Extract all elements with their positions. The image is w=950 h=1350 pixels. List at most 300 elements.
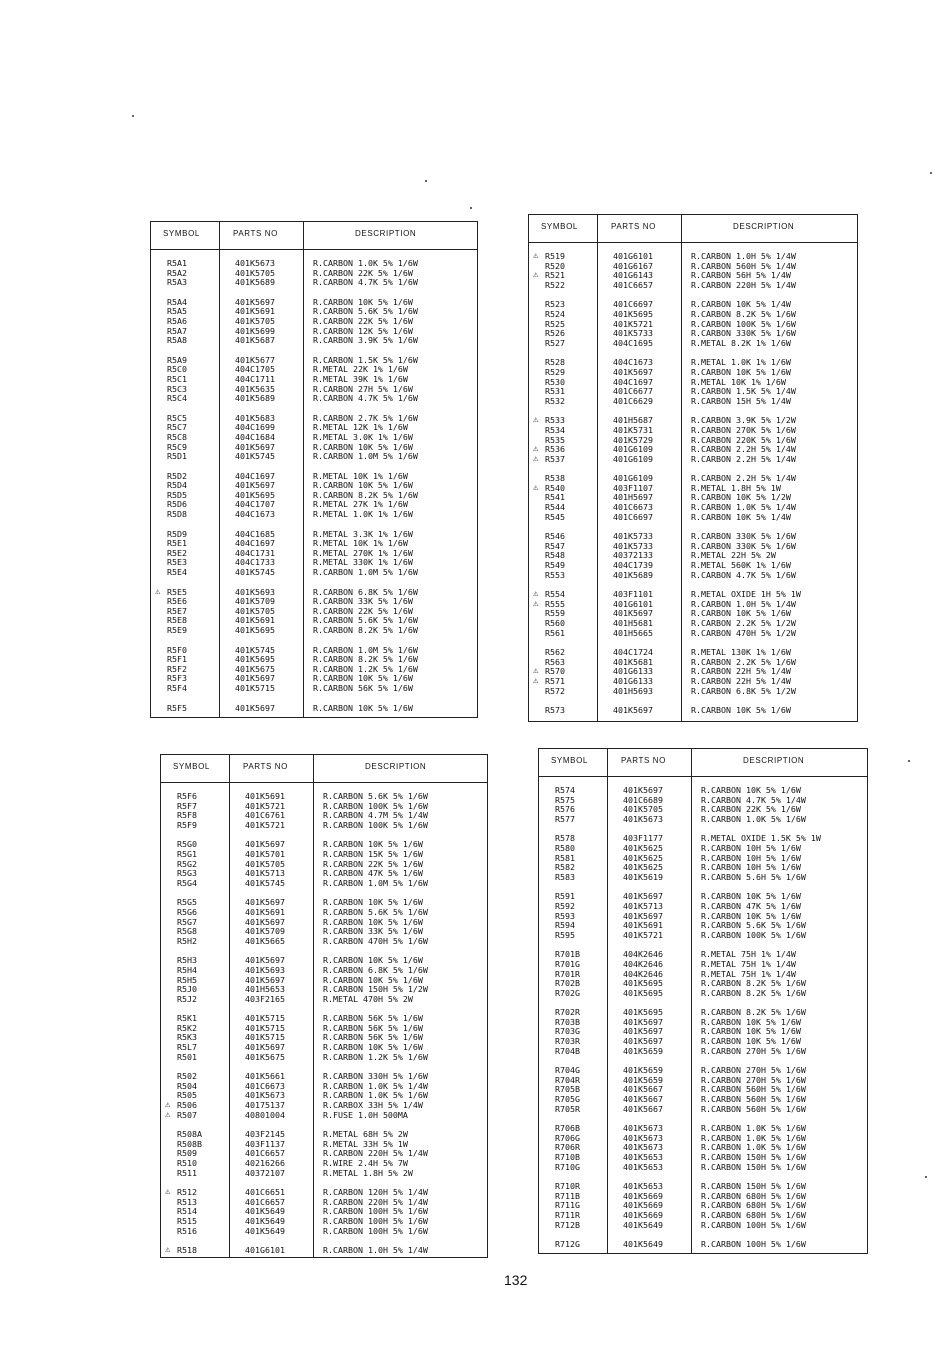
description-cell: R.METAL OXIDE 1.5K 5% 1W bbox=[701, 833, 821, 844]
part-number-cell: 401K5673 bbox=[623, 813, 663, 824]
description-cell: R.CARBON 560H 5% 1/4W bbox=[691, 260, 796, 271]
part-number-cell: 40216266 bbox=[245, 1158, 285, 1168]
symbol-cell: R515 bbox=[177, 1215, 197, 1226]
part-number-cell: 401K5675 bbox=[235, 663, 275, 674]
table-row bbox=[151, 452, 477, 462]
part-number-cell: 401K5673 bbox=[623, 1132, 663, 1143]
symbol-cell: R523 bbox=[545, 299, 565, 310]
symbol-cell: R5C7 bbox=[167, 422, 187, 433]
symbol-cell: R525 bbox=[545, 318, 565, 329]
symbol-cell: R5F7 bbox=[177, 800, 197, 811]
table-body bbox=[529, 252, 857, 726]
symbol-cell: R702G bbox=[555, 987, 580, 998]
description-cell: R.CARBON 2.2H 5% 1/4W bbox=[691, 444, 796, 455]
part-number-cell: 404K2646 bbox=[623, 968, 663, 979]
description-cell: R.CARBON 2.2K 5% 1/2W bbox=[691, 618, 796, 628]
description-cell: R.CARBON 150H 5% 1/6W bbox=[701, 1152, 806, 1162]
part-number-cell: 401C6629 bbox=[613, 395, 653, 406]
part-number-cell: 401H5653 bbox=[245, 984, 285, 995]
part-number-cell: 401G6109 bbox=[613, 444, 653, 455]
part-number-cell: 401K5715 bbox=[245, 1032, 285, 1043]
part-number-cell: 401K5695 bbox=[235, 489, 275, 500]
safety-warning-icon: ⚠ bbox=[533, 482, 539, 493]
row-group bbox=[151, 646, 477, 694]
description-cell: R.CARBON 10K 5% 1/6W bbox=[701, 1026, 801, 1037]
description-cell: R.CARBON 10K 5% 1/6W bbox=[323, 839, 423, 850]
description-cell: R.CARBON 1.0H 5% 1/4W bbox=[691, 251, 796, 261]
row-group bbox=[161, 792, 487, 830]
symbol-cell: R711R bbox=[555, 1209, 580, 1220]
part-number-cell: 401K5697 bbox=[245, 916, 285, 927]
part-number-cell: 404K2646 bbox=[623, 949, 663, 960]
description-cell: R.METAL 39K 1% 1/6W bbox=[313, 373, 408, 384]
part-number-cell: 401G6101 bbox=[613, 598, 653, 609]
description-cell: R.CARBON 6.8K 5% 1/6W bbox=[313, 586, 418, 597]
row-group bbox=[161, 1014, 487, 1062]
part-number-cell: 401K5691 bbox=[245, 791, 285, 801]
symbol-cell: R5A5 bbox=[167, 306, 187, 317]
symbol-cell: R710B bbox=[555, 1152, 580, 1162]
symbol-cell: R5D8 bbox=[167, 509, 187, 520]
symbol-cell: R5F2 bbox=[167, 663, 187, 674]
part-number-cell: 401G6133 bbox=[613, 666, 653, 677]
description-cell: R.CARBON 560H 5% 1/6W bbox=[701, 1103, 806, 1114]
part-number-cell: 403F1137 bbox=[245, 1138, 285, 1149]
symbol-cell: R5C4 bbox=[167, 393, 187, 404]
part-number-cell: 401K5709 bbox=[235, 596, 275, 607]
table-row bbox=[161, 821, 487, 831]
safety-warning-icon: ⚠ bbox=[165, 1100, 171, 1111]
header-description: DESCRIPTION bbox=[365, 762, 427, 771]
description-cell: R.CARBON 560H 5% 1/6W bbox=[701, 1094, 806, 1105]
description-cell: R.CARBON 5.6K 5% 1/6W bbox=[313, 615, 418, 626]
description-cell: R.CARBON 27H 5% 1/6W bbox=[313, 383, 413, 394]
description-cell: R.METAL 3.0K 1% 1/6W bbox=[313, 431, 413, 442]
description-cell: R.METAL 1.8H 5% 2W bbox=[323, 1167, 413, 1178]
description-cell: R.CARBON 1.0K 5% 1/6W bbox=[701, 813, 806, 824]
part-number-cell: 401G6109 bbox=[613, 453, 653, 464]
part-number-cell: 401K5673 bbox=[235, 258, 275, 268]
table-header bbox=[161, 755, 487, 783]
symbol-cell: R537 bbox=[545, 453, 565, 464]
symbol-cell: R563 bbox=[545, 656, 565, 667]
table-row bbox=[529, 571, 857, 581]
part-number-cell: 401K5733 bbox=[613, 531, 653, 542]
description-cell: R.CARBON 470H 5% 1/2W bbox=[691, 627, 796, 638]
part-number-cell: 401C6761 bbox=[245, 810, 285, 821]
description-cell: R.CARBON 330H 5% 1/6W bbox=[323, 1071, 428, 1082]
row-group bbox=[151, 530, 477, 578]
table-row bbox=[151, 336, 477, 346]
part-number-cell: 401C6657 bbox=[245, 1196, 285, 1207]
description-cell: R.CARBON 270H 5% 1/6W bbox=[701, 1045, 806, 1056]
description-cell: R.CARBON 3.9K 5% 1/6W bbox=[313, 335, 418, 346]
symbol-cell: R578 bbox=[555, 833, 575, 844]
symbol-cell: R5D1 bbox=[167, 451, 187, 462]
part-number-cell: 401K5697 bbox=[623, 891, 663, 902]
row-group bbox=[529, 416, 857, 464]
description-cell: R.CARBON 5.6K 5% 1/6W bbox=[313, 306, 418, 317]
description-cell: R.CARBON 4.7K 5% 1/6W bbox=[691, 569, 796, 580]
symbol-cell: R5D2 bbox=[167, 470, 187, 481]
part-number-cell: 401K5697 bbox=[235, 673, 275, 684]
part-number-cell: 401K5697 bbox=[245, 1042, 285, 1053]
description-cell: R.CARBON 100K 5% 1/6W bbox=[323, 819, 428, 830]
safety-warning-icon: ⚠ bbox=[533, 598, 539, 609]
symbol-cell: R5G5 bbox=[177, 897, 197, 908]
description-cell: R.METAL 22H 5% 2W bbox=[691, 550, 776, 561]
symbol-cell: R703B bbox=[555, 1016, 580, 1027]
description-cell: R.CARBON 10H 5% 1/6W bbox=[701, 842, 801, 853]
part-number-cell: 401K5697 bbox=[623, 785, 663, 795]
symbol-cell: R541 bbox=[545, 492, 565, 503]
symbol-cell: R513 bbox=[177, 1196, 197, 1207]
symbol-cell: R512 bbox=[177, 1187, 197, 1198]
part-number-cell: 401K5681 bbox=[613, 656, 653, 667]
description-cell: R.CARBON 1.0K 5% 1/4W bbox=[691, 502, 796, 513]
symbol-cell: R529 bbox=[545, 366, 565, 377]
description-cell: R.CARBON 8.2K 5% 1/6W bbox=[313, 489, 418, 500]
part-number-cell: 401K5635 bbox=[235, 383, 275, 394]
part-number-cell: 401C6677 bbox=[613, 386, 653, 397]
symbol-cell: R5J0 bbox=[177, 984, 197, 995]
header-symbol: SYMBOL bbox=[173, 762, 210, 771]
header-parts-no: PARTS NO bbox=[611, 222, 656, 231]
description-cell: R.CARBON 1.0M 5% 1/6W bbox=[323, 877, 428, 888]
symbol-cell: R5G1 bbox=[177, 848, 197, 859]
description-cell: R.CARBON 10K 5% 1/6W bbox=[701, 910, 801, 921]
part-number-cell: 401K5625 bbox=[623, 862, 663, 873]
symbol-cell: R538 bbox=[545, 473, 565, 484]
table-header bbox=[529, 215, 857, 243]
part-number-cell: 401K5695 bbox=[623, 987, 663, 998]
description-cell: R.METAL 130K 1% 1/6W bbox=[691, 647, 791, 658]
description-cell: R.METAL 1.0K 1% 1/6W bbox=[313, 509, 413, 520]
part-number-cell: 401C6697 bbox=[613, 511, 653, 522]
part-number-cell: 401C6697 bbox=[613, 299, 653, 310]
part-number-cell: 401K5625 bbox=[623, 852, 663, 863]
description-cell: R.CARBON 2.2H 5% 1/4W bbox=[691, 453, 796, 464]
row-group bbox=[529, 300, 857, 348]
description-cell: R.CARBON 220K 5% 1/6W bbox=[691, 434, 796, 445]
symbol-cell: R5E6 bbox=[167, 596, 187, 607]
row-group bbox=[539, 950, 867, 998]
description-cell: R.CARBON 100H 5% 1/6W bbox=[323, 1225, 428, 1236]
part-number-cell: 401K5649 bbox=[245, 1206, 285, 1217]
table-row bbox=[151, 510, 477, 520]
symbol-cell: R5G7 bbox=[177, 916, 197, 927]
part-number-cell: 401K5673 bbox=[623, 1123, 663, 1134]
description-cell: R.CARBON 10K 5% 1/6W bbox=[313, 673, 413, 684]
symbol-cell: R703G bbox=[555, 1026, 580, 1037]
description-cell: R.METAL 1.0K 1% 1/6W bbox=[691, 357, 791, 368]
table-body bbox=[151, 259, 477, 723]
part-number-cell: 401C6651 bbox=[245, 1187, 285, 1198]
safety-warning-icon: ⚠ bbox=[533, 666, 539, 677]
symbol-cell: R5E1 bbox=[167, 538, 187, 549]
symbol-cell: R5G0 bbox=[177, 839, 197, 850]
part-number-cell: 401K5695 bbox=[235, 625, 275, 635]
safety-warning-icon: ⚠ bbox=[165, 1245, 171, 1256]
part-number-cell: 401K5745 bbox=[235, 451, 275, 462]
symbol-cell: R706B bbox=[555, 1123, 580, 1134]
symbol-cell: R524 bbox=[545, 308, 565, 319]
description-cell: R.CARBON 100H 5% 1/6W bbox=[323, 1206, 428, 1217]
symbol-cell: R702R bbox=[555, 1007, 580, 1018]
symbol-cell: R5H2 bbox=[177, 935, 197, 946]
symbol-cell: R5J2 bbox=[177, 993, 197, 1004]
description-cell: R.CARBON 270H 5% 1/6W bbox=[701, 1065, 806, 1076]
symbol-cell: R5E2 bbox=[167, 547, 187, 558]
symbol-cell: R5C1 bbox=[167, 373, 187, 384]
header-parts-no: PARTS NO bbox=[243, 762, 288, 771]
description-cell: R.CARBON 560H 5% 1/6W bbox=[701, 1084, 806, 1095]
description-cell: R.CARBON 3.9K 5% 1/2W bbox=[691, 415, 796, 426]
description-cell: R.CARBON 1.0K 5% 1/6W bbox=[701, 1132, 806, 1143]
part-number-cell: 401K5659 bbox=[623, 1074, 663, 1085]
description-cell: R.CARBON 10K 5% 1/4W bbox=[691, 299, 791, 310]
symbol-cell: R508A bbox=[177, 1129, 202, 1140]
part-number-cell: 401K5695 bbox=[613, 308, 653, 319]
part-number-cell: 401K5625 bbox=[623, 842, 663, 853]
description-cell: R.CARBON 56K 5% 1/6W bbox=[323, 1032, 423, 1043]
description-cell: R.CARBON 1.5K 5% 1/4W bbox=[691, 386, 796, 397]
description-cell: R.CARBON 680H 5% 1/6W bbox=[701, 1200, 806, 1211]
row-group bbox=[529, 648, 857, 696]
part-number-cell: 401K5649 bbox=[623, 1219, 663, 1230]
description-cell: R.CARBON 10K 5% 1/6W bbox=[323, 974, 423, 985]
description-cell: R.CARBON 10K 5% 1/6W bbox=[691, 366, 791, 377]
part-number-cell: 401K5697 bbox=[235, 296, 275, 307]
description-cell: R.CARBON 6.8K 5% 1/6W bbox=[323, 964, 428, 975]
row-group bbox=[161, 956, 487, 1004]
row-group bbox=[529, 706, 857, 716]
description-cell: R.CARBON 470H 5% 1/6W bbox=[323, 935, 428, 946]
part-number-cell: 401K5653 bbox=[623, 1152, 663, 1162]
symbol-cell: R705B bbox=[555, 1084, 580, 1095]
description-cell: R.METAL 10K 1% 1/6W bbox=[313, 538, 408, 549]
row-group bbox=[539, 892, 867, 940]
symbol-cell: R572 bbox=[545, 685, 565, 696]
parts-table-bottom-right bbox=[538, 748, 868, 1254]
part-number-cell: 401C6673 bbox=[613, 502, 653, 513]
description-cell: R.CARBON 2.7K 5% 1/6W bbox=[313, 412, 418, 423]
symbol-cell: R522 bbox=[545, 279, 565, 290]
scan-speck bbox=[908, 760, 910, 762]
part-number-cell: 401K5665 bbox=[245, 935, 285, 946]
symbol-cell: R520 bbox=[545, 260, 565, 271]
part-number-cell: 404C1697 bbox=[235, 538, 275, 549]
part-number-cell: 404C1711 bbox=[235, 373, 275, 384]
table-row bbox=[151, 704, 477, 714]
description-cell: R.METAL 470H 5% 2W bbox=[323, 993, 413, 1004]
part-number-cell: 401K5653 bbox=[623, 1161, 663, 1172]
description-cell: R.CARBON 10K 5% 1/6W bbox=[691, 705, 791, 716]
table-row bbox=[529, 629, 857, 639]
scan-speck bbox=[930, 172, 932, 174]
description-cell: R.CARBON 10K 5% 1/6W bbox=[323, 916, 423, 927]
table-row bbox=[539, 1240, 867, 1250]
description-cell: R.CARBON 10K 5% 1/4W bbox=[691, 511, 791, 522]
symbol-cell: R5H5 bbox=[177, 974, 197, 985]
parts-table-top-right bbox=[528, 214, 858, 722]
symbol-cell: R711B bbox=[555, 1190, 580, 1201]
description-cell: R.CARBON 120H 5% 1/4W bbox=[323, 1187, 428, 1198]
header-parts-no: PARTS NO bbox=[233, 229, 278, 238]
row-group bbox=[539, 1182, 867, 1230]
description-cell: R.CARBON 56K 5% 1/6W bbox=[323, 1013, 423, 1024]
row-group bbox=[151, 704, 477, 714]
table-row bbox=[539, 1221, 867, 1231]
description-cell: R.CARBON 330K 5% 1/6W bbox=[691, 328, 796, 339]
symbol-cell: R504 bbox=[177, 1080, 197, 1091]
symbol-cell: R575 bbox=[555, 794, 575, 805]
symbol-cell: R581 bbox=[555, 852, 575, 863]
part-number-cell: 404C1673 bbox=[235, 509, 275, 520]
description-cell: R.CARBON 22K 5% 1/6W bbox=[701, 804, 801, 815]
symbol-cell: R704B bbox=[555, 1045, 580, 1056]
symbol-cell: R5L7 bbox=[177, 1042, 197, 1053]
symbol-cell: R5E3 bbox=[167, 557, 187, 568]
part-number-cell: 401K5715 bbox=[245, 1013, 285, 1024]
part-number-cell: 401K5675 bbox=[245, 1051, 285, 1062]
part-number-cell: 403F2145 bbox=[245, 1129, 285, 1140]
part-number-cell: 404C1673 bbox=[613, 357, 653, 368]
symbol-cell: R526 bbox=[545, 328, 565, 339]
safety-warning-icon: ⚠ bbox=[533, 589, 539, 600]
header-description: DESCRIPTION bbox=[733, 222, 795, 231]
part-number-cell: 404C1731 bbox=[235, 547, 275, 558]
part-number-cell: 401K5697 bbox=[235, 480, 275, 491]
description-cell: R.METAL 27K 1% 1/6W bbox=[313, 499, 408, 510]
description-cell: R.CARBON 150H 5% 1/2W bbox=[323, 984, 428, 995]
description-cell: R.CARBON 8.2K 5% 1/6W bbox=[313, 654, 418, 665]
row-group bbox=[539, 834, 867, 882]
part-number-cell: 401G6101 bbox=[613, 251, 653, 261]
symbol-cell: R5H4 bbox=[177, 964, 197, 975]
description-cell: R.CARBON 150H 5% 1/6W bbox=[701, 1181, 806, 1192]
symbol-cell: R5F3 bbox=[167, 673, 187, 684]
part-number-cell: 40372107 bbox=[245, 1167, 285, 1178]
description-cell: R.CARBON 2.2H 5% 1/4W bbox=[691, 473, 796, 484]
description-cell: R.CARBON 5.6K 5% 1/6W bbox=[323, 791, 428, 801]
symbol-cell: R5A6 bbox=[167, 315, 187, 326]
row-group bbox=[529, 474, 857, 522]
description-cell: R.CARBON 220H 5% 1/4W bbox=[691, 279, 796, 290]
row-group bbox=[161, 1246, 487, 1256]
symbol-cell: R5K3 bbox=[177, 1032, 197, 1043]
description-cell: R.CARBON 22H 5% 1/4W bbox=[691, 675, 791, 686]
symbol-cell: R5A7 bbox=[167, 325, 187, 336]
description-cell: R.CARBON 330K 5% 1/6W bbox=[691, 540, 796, 551]
symbol-cell: R576 bbox=[555, 804, 575, 815]
part-number-cell: 401K5649 bbox=[623, 1239, 663, 1250]
row-group bbox=[161, 1072, 487, 1120]
part-number-cell: 401K5729 bbox=[613, 434, 653, 445]
part-number-cell: 404C1707 bbox=[235, 499, 275, 510]
symbol-cell: R547 bbox=[545, 540, 565, 551]
symbol-cell: R5D4 bbox=[167, 480, 187, 491]
symbol-cell: R573 bbox=[545, 705, 565, 716]
description-cell: R.CARBON 12K 5% 1/6W bbox=[313, 325, 413, 336]
part-number-cell: 401K5687 bbox=[235, 335, 275, 346]
part-number-cell: 401K5697 bbox=[235, 441, 275, 452]
description-cell: R.METAL 75H 1% 1/4W bbox=[701, 968, 796, 979]
safety-warning-icon: ⚠ bbox=[533, 270, 539, 281]
row-group bbox=[529, 532, 857, 580]
safety-warning-icon: ⚠ bbox=[165, 1109, 171, 1120]
symbol-cell: R502 bbox=[177, 1071, 197, 1082]
row-group bbox=[151, 298, 477, 346]
part-number-cell: 404C1705 bbox=[235, 364, 275, 375]
part-number-cell: 404C1695 bbox=[613, 337, 653, 348]
part-number-cell: 401K5705 bbox=[235, 315, 275, 326]
part-number-cell: 404C1739 bbox=[613, 560, 653, 571]
description-cell: R.CARBON 100K 5% 1/6W bbox=[701, 929, 806, 940]
description-cell: R.CARBON 33K 5% 1/6W bbox=[323, 926, 423, 937]
symbol-cell: R5K2 bbox=[177, 1022, 197, 1033]
description-cell: R.CARBON 56K 5% 1/6W bbox=[323, 1022, 423, 1033]
symbol-cell: R527 bbox=[545, 337, 565, 348]
part-number-cell: 401K5695 bbox=[623, 1007, 663, 1018]
row-group bbox=[529, 358, 857, 406]
symbol-cell: R521 bbox=[545, 270, 565, 281]
row-group bbox=[161, 898, 487, 946]
part-number-cell: 401K5695 bbox=[235, 654, 275, 665]
description-cell: R.CARBON 1.0M 5% 1/6W bbox=[313, 567, 418, 578]
part-number-cell: 401K5697 bbox=[245, 974, 285, 985]
symbol-cell: R5H3 bbox=[177, 955, 197, 966]
description-cell: R.CARBOX 33H 5% 1/4W bbox=[323, 1100, 423, 1111]
part-number-cell: 40372133 bbox=[613, 550, 653, 561]
part-number-cell: 401K5721 bbox=[613, 318, 653, 329]
part-number-cell: 401K5697 bbox=[623, 1036, 663, 1047]
part-number-cell: 401G6101 bbox=[245, 1245, 285, 1256]
part-number-cell: 401K5653 bbox=[623, 1181, 663, 1192]
symbol-cell: R519 bbox=[545, 251, 565, 261]
part-number-cell: 401K5745 bbox=[245, 877, 285, 888]
symbol-cell: R5E8 bbox=[167, 615, 187, 626]
description-cell: R.METAL OXIDE 1H 5% 1W bbox=[691, 589, 801, 600]
header-symbol: SYMBOL bbox=[541, 222, 578, 231]
symbol-cell: R701G bbox=[555, 958, 580, 969]
symbol-cell: R5A3 bbox=[167, 277, 187, 288]
scan-speck bbox=[132, 115, 134, 117]
symbol-cell: R5K1 bbox=[177, 1013, 197, 1024]
safety-warning-icon: ⚠ bbox=[533, 675, 539, 686]
description-cell: R.CARBON 22K 5% 1/6W bbox=[313, 315, 413, 326]
part-number-cell: 401K5649 bbox=[245, 1225, 285, 1236]
table-row bbox=[529, 339, 857, 349]
symbol-cell: R528 bbox=[545, 357, 565, 368]
header-symbol: SYMBOL bbox=[551, 756, 588, 765]
part-number-cell: 401K5669 bbox=[623, 1190, 663, 1201]
description-cell: R.CARBON 8.2K 5% 1/6W bbox=[691, 308, 796, 319]
description-cell: R.METAL 10K 1% 1/6W bbox=[313, 470, 408, 481]
row-group bbox=[539, 786, 867, 824]
part-number-cell: 401K5691 bbox=[245, 906, 285, 917]
part-number-cell: 401K5733 bbox=[613, 328, 653, 339]
symbol-cell: R5D5 bbox=[167, 489, 187, 500]
part-number-cell: 401K5705 bbox=[235, 605, 275, 616]
description-cell: R.CARBON 100K 5% 1/6W bbox=[323, 800, 428, 811]
header-symbol: SYMBOL bbox=[163, 229, 200, 238]
part-number-cell: 401K5691 bbox=[235, 306, 275, 317]
symbol-cell: R5G4 bbox=[177, 877, 197, 888]
table-row bbox=[151, 394, 477, 404]
description-cell: R.CARBON 10K 5% 1/6W bbox=[701, 891, 801, 902]
symbol-cell: R516 bbox=[177, 1225, 197, 1236]
